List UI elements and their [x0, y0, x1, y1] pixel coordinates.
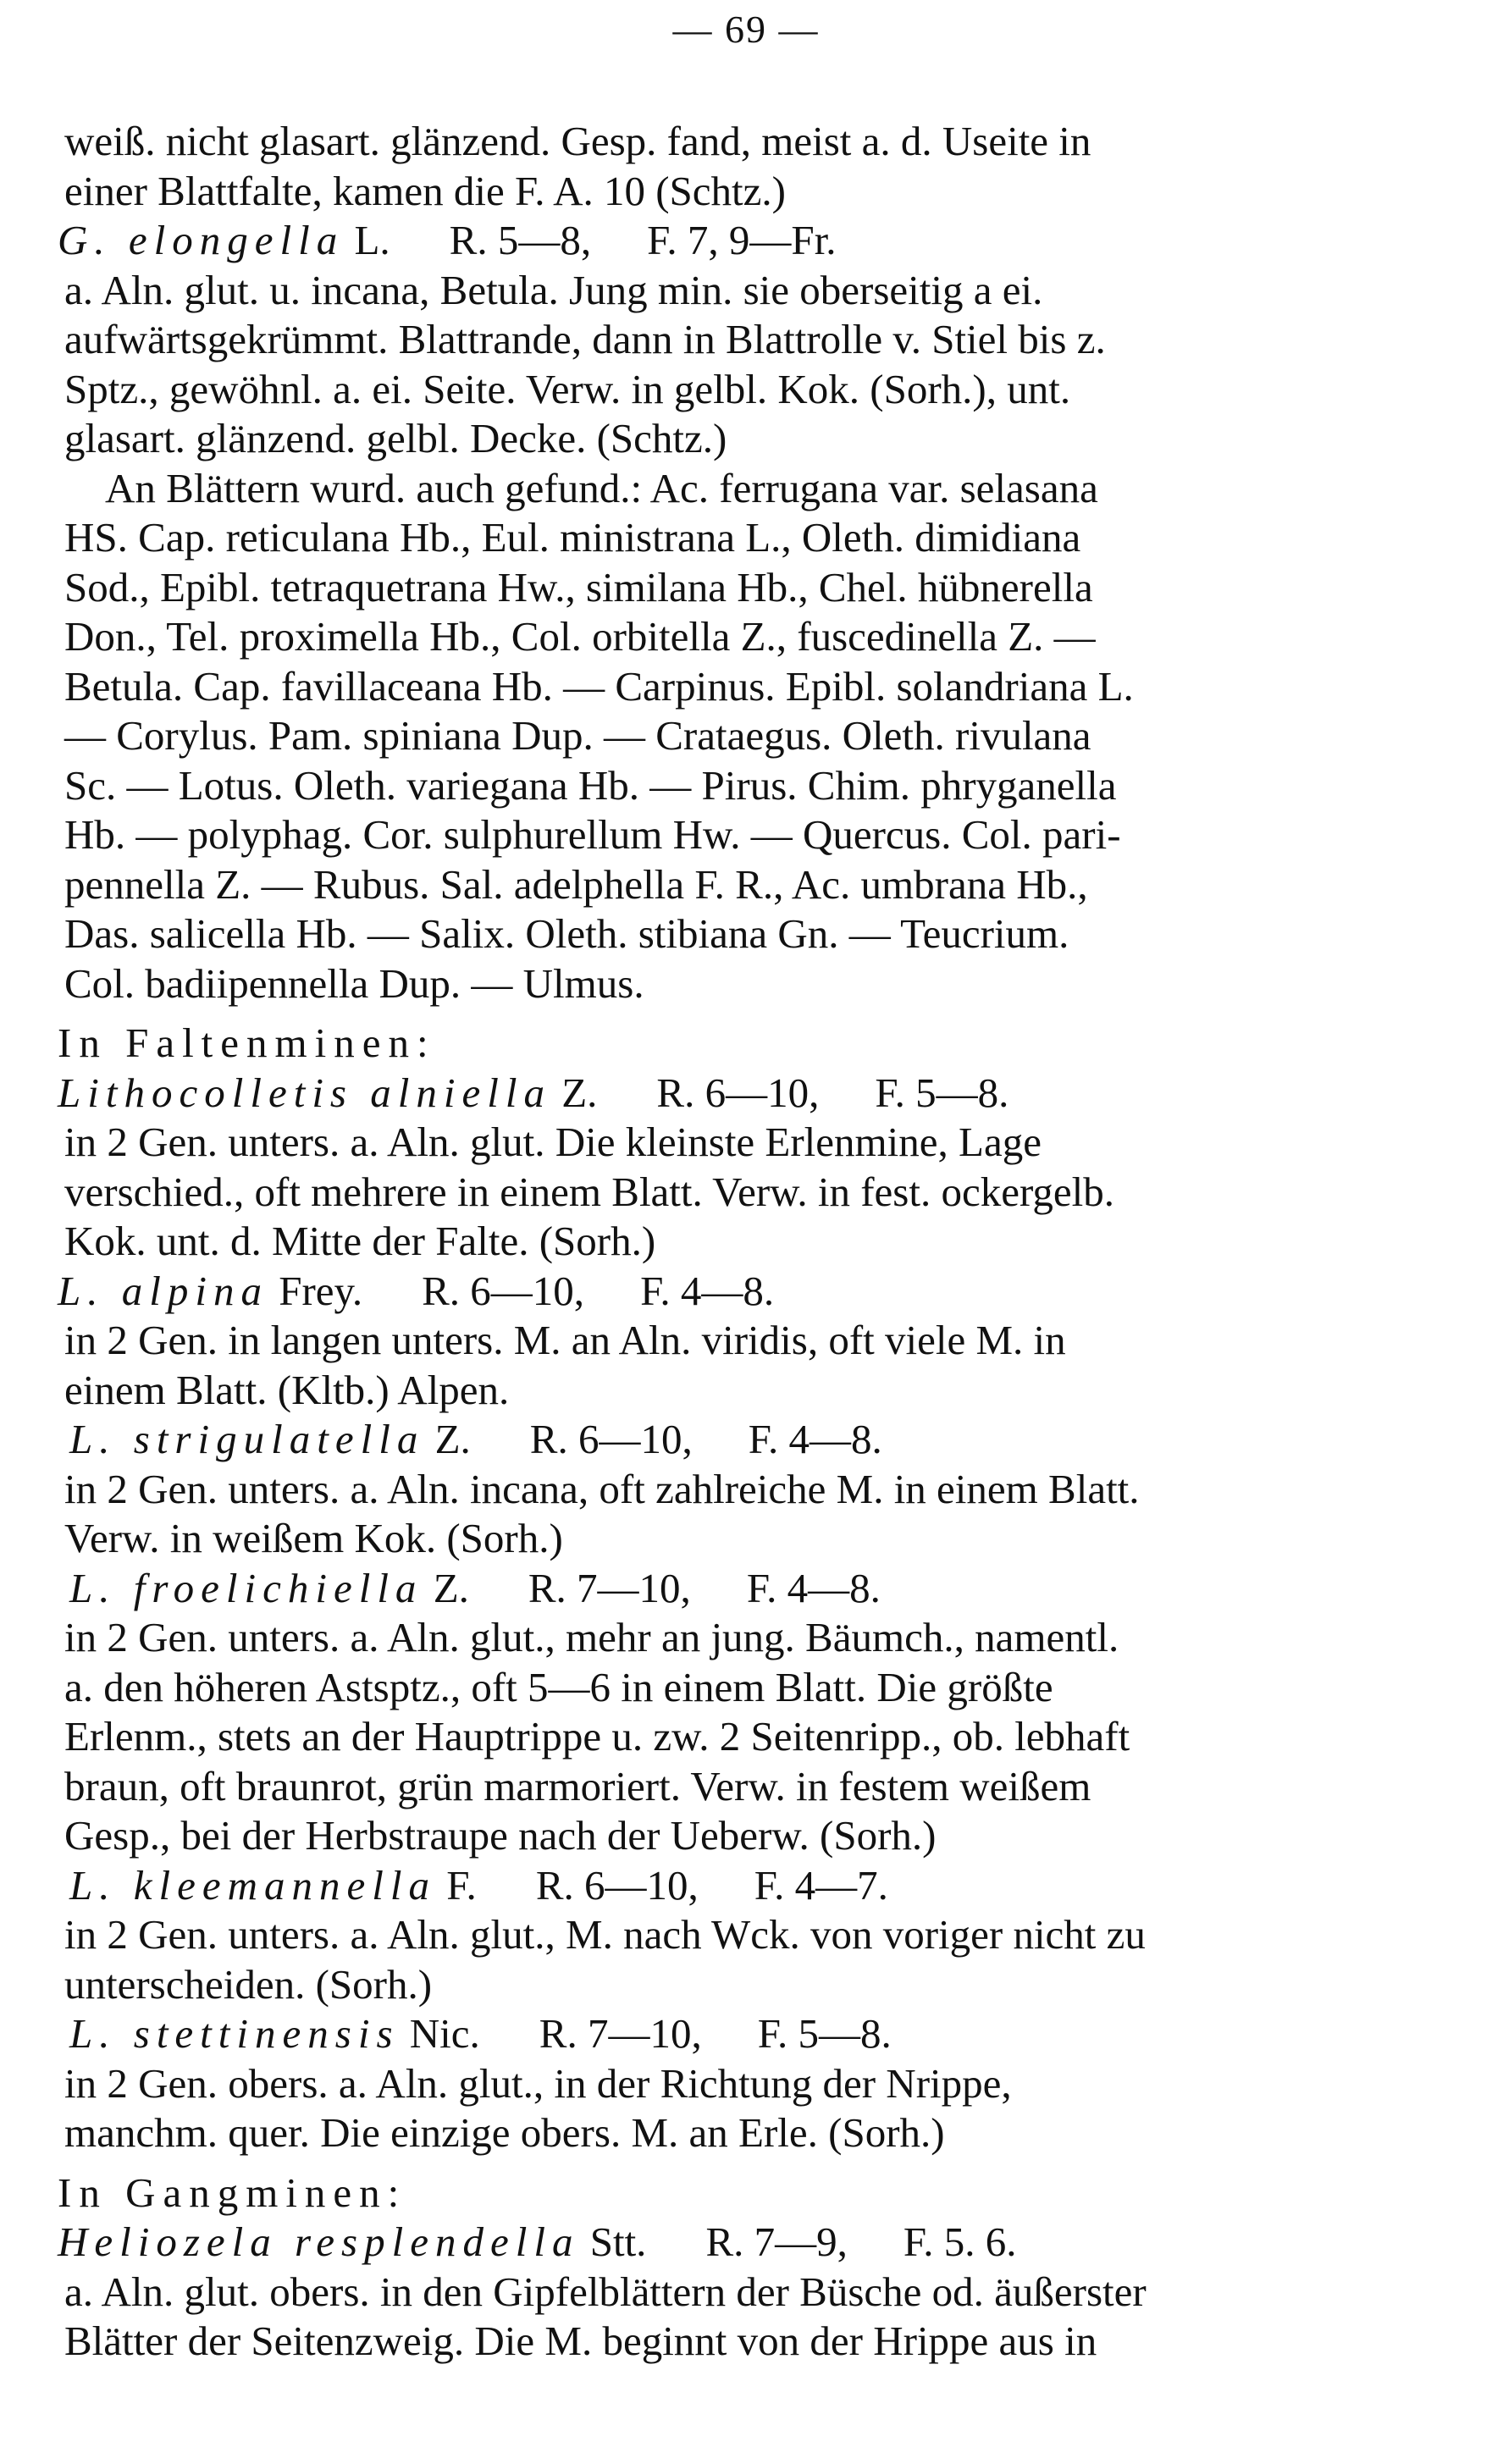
text-line: glasart. glänzend. gelbl. Decke. (Schtz.) [64, 415, 727, 461]
section-heading-faltenminen: In Faltenminen: [58, 1019, 436, 1066]
text-line: einem Blatt. (Kltb.) Alpen. [64, 1366, 510, 1413]
text-line: in 2 Gen. unters. a. Aln. glut., M. nach Wck. von voriger nicht zu [64, 1911, 1146, 1958]
species-author: L. [354, 217, 390, 263]
species-entry-kleemannella [58, 1861, 1404, 2010]
text-line: HS. Cap. reticulana Hb., Eul. ministrana L., Oleth. dimidiana [64, 514, 1081, 561]
flight-period: F. 5—8. [757, 2010, 892, 2057]
text-line: in 2 Gen. unters. a. Aln. glut., mehr an jung. Bäumch., namentl. [64, 1614, 1119, 1660]
text-line: An Blättern wurd. auch gefund.: Ac. ferrugana var. selasana [105, 464, 1098, 511]
text-line: Col. badiipennella Dup. — Ulmus. [64, 959, 644, 1007]
flight-period: F. 4—8. [746, 1564, 881, 1611]
text-line: pennella Z. — Rubus. Sal. adelphella F. R., Ac. umbrana Hb., [64, 860, 1088, 908]
text-line: Blätter der Seitenzweig. Die M. beginnt von der Hrippe aus in [64, 2318, 1097, 2364]
species-author: Stt. [589, 2218, 647, 2265]
text-line: Das. salicella Hb. — Salix. Oleth. stibiana Gn. — Teucrium. [64, 910, 1069, 957]
text-line: a. Aln. glut. obers. in den Gipfelblättern der Büsche od. äußerster [64, 2268, 1147, 2315]
species-name: L. strigulatella [69, 1416, 425, 1462]
larva-period: R. 7—9, [705, 2218, 848, 2265]
text-line: einer Blattfalte, kamen die F. A. 10 (Schtz.) [64, 167, 786, 214]
flight-period: F. 7, 9—Fr. [647, 217, 837, 263]
flight-period: F. 4—8. [640, 1267, 775, 1314]
species-author: Z. [561, 1069, 598, 1116]
species-name: L. froelichiella [69, 1564, 423, 1611]
species-author: Z. [433, 1564, 469, 1611]
text-line: Gesp., bei der Herbstraupe nach der Ueberw. (Sorh.) [64, 1812, 937, 1859]
text-line: manchm. quer. Die einzige obers. M. an Erle. (Sorh.) [64, 2109, 945, 2156]
species-author: Nic. [409, 2010, 480, 2057]
species-entry-alpina [58, 1267, 1404, 1416]
continuation-paragraph [58, 117, 1404, 216]
species-heading [58, 1564, 1404, 1614]
species-name: L. alpina [58, 1267, 268, 1314]
species-name: G. elongella [58, 217, 345, 263]
species-heading [58, 1415, 1404, 1465]
species-heading [58, 216, 1404, 266]
text-line: Sptz., gewöhnl. a. ei. Seite. Verw. in gelbl. Kok. (Sorh.), unt. [64, 365, 1071, 412]
species-heading [58, 2009, 1404, 2059]
text-line: aufwärtsgekrümmt. Blattrande, dann in Blattrolle v. Stiel bis z. [64, 316, 1106, 362]
species-entry-alniella [58, 1069, 1404, 1267]
larva-period: R. 7—10, [528, 1564, 691, 1611]
text-line: verschied., oft mehrere in einem Blatt. Verw. in fest. ockergelb. [64, 1168, 1115, 1215]
species-name: L. stettinensis [69, 2010, 400, 2057]
species-name: Heliozela resplendella [58, 2218, 580, 2265]
species-name: Lithocolletis alniella [58, 1069, 551, 1116]
text-line: Don., Tel. proximella Hb., Col. orbitella Z., fuscedinella Z. — [64, 613, 1096, 660]
species-author: F. [446, 1861, 477, 1909]
species-heading [58, 1861, 1404, 1911]
larva-period: R. 6—10, [422, 1267, 585, 1314]
also-found-paragraph [58, 464, 1404, 1009]
flight-period: F. 4—8. [748, 1416, 882, 1462]
species-entry-elongella [58, 216, 1404, 464]
text-line: in 2 Gen. unters. a. Aln. glut. Die kleinste Erlenmine, Lage [64, 1119, 1042, 1165]
text-line: braun, oft braunrot, grün marmoriert. Verw. in festem weißem [64, 1762, 1091, 1809]
text-line: unterscheiden. (Sorh.) [64, 1960, 433, 2008]
text-line: Erlenm., stets an der Hauptrippe u. zw. 2 Seitenripp., ob. lebhaft [64, 1713, 1130, 1760]
text-line: in 2 Gen. in langen unters. M. an Aln. viridis, oft viele M. in [64, 1317, 1066, 1363]
species-heading [58, 2218, 1404, 2268]
larva-period: R. 6—10, [535, 1861, 699, 1909]
text-line: Hb. — polyphag. Cor. sulphurellum Hw. — Quercus. Col. pari- [64, 811, 1121, 858]
flight-period: F. 5. 6. [903, 2218, 1017, 2265]
species-entry-resplendella [58, 2218, 1404, 2367]
text-line: Verw. in weißem Kok. (Sorh.) [64, 1515, 563, 1561]
larva-period: R. 6—10, [656, 1069, 820, 1116]
text-line: — Corylus. Pam. spiniana Dup. — Crataegus. Oleth. rivulana [64, 712, 1091, 759]
page-number: — 69 — [672, 8, 820, 51]
species-entry-stettinensis [58, 2009, 1404, 2158]
species-heading [58, 1267, 1404, 1317]
species-author: Frey. [279, 1267, 363, 1314]
section-heading-gangminen: In Gangminen: [58, 2168, 407, 2216]
flight-period: F. 4—7. [754, 1861, 888, 1909]
larva-period: R. 5—8, [449, 217, 592, 263]
species-author: Z. [434, 1416, 471, 1462]
species-entry-froelichiella [58, 1564, 1404, 1861]
text-line: Kok. unt. d. Mitte der Falte. (Sorh.) [64, 1218, 656, 1264]
text-line: in 2 Gen. obers. a. Aln. glut., in der Richtung der Nrippe, [64, 2059, 1012, 2107]
flight-period: F. 5—8. [875, 1069, 1009, 1116]
larva-period: R. 7—10, [539, 2010, 702, 2057]
species-heading [58, 1069, 1404, 1119]
text-line: Betula. Cap. favillaceana Hb. — Carpinus. Epibl. solandriana L. [64, 662, 1134, 710]
text-line: Sc. — Lotus. Oleth. variegana Hb. — Pirus. Chim. phryganella [64, 761, 1117, 809]
text-line: a. Aln. glut. u. incana, Betula. Jung min. sie oberseitig a ei. [64, 266, 1043, 313]
page-body [58, 117, 1404, 2367]
text-line: a. den höheren Astsptz., oft 5—6 in einem Blatt. Die größte [64, 1663, 1053, 1710]
species-name: L. kleemannella [69, 1861, 436, 1909]
text-line: Sod., Epibl. tetraquetrana Hw., similana Hb., Chel. hübnerella [64, 563, 1093, 610]
text-line: in 2 Gen. unters. a. Aln. incana, oft zahlreiche M. in einem Blatt. [64, 1465, 1140, 1512]
text-line: weiß. nicht glasart. glänzend. Gesp. fand, meist a. d. Useite in [64, 118, 1091, 164]
larva-period: R. 6—10, [529, 1416, 693, 1462]
species-entry-strigulatella [58, 1415, 1404, 1564]
